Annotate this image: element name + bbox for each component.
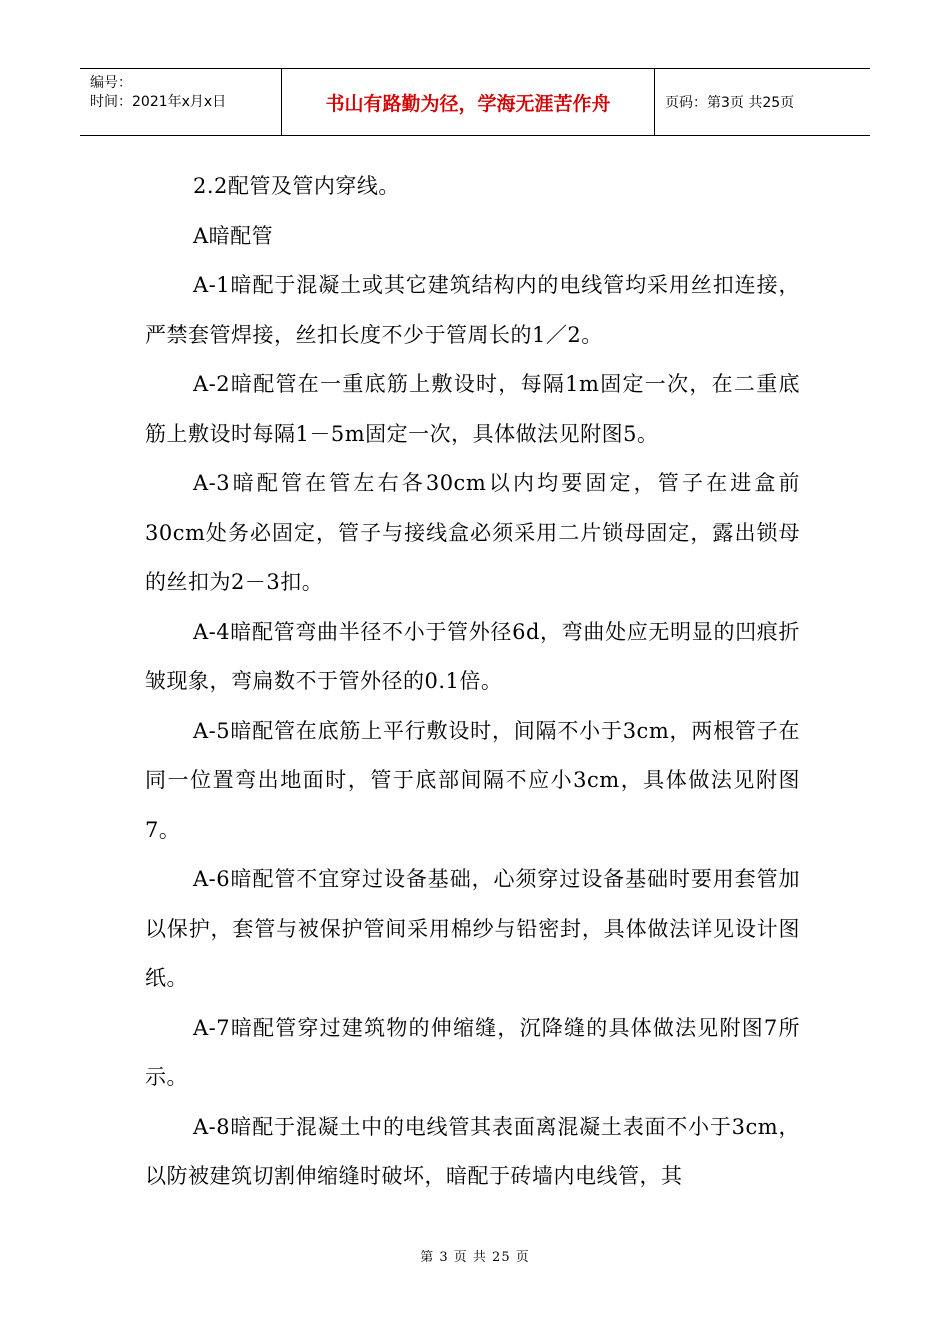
paragraph-a3: A-3暗配管在管左右各30cm以内均要固定，管子在进盒前30cm处务必固定，管子与接线盒必须采用二片锁母固定，露出锁母的丝扣为2－3扣。 — [145, 471, 800, 594]
section-heading: 2.2配管及管内穿线。 — [193, 174, 400, 198]
page-footer — [0, 1246, 950, 1265]
subsection-heading: A暗配管 — [193, 223, 274, 248]
paragraph-a8: A-8暗配于混凝土中的电线管其表面离混凝土表面不小于3cm，以防被建筑切割伸缩缝时破坏，暗配于砖墙内电线管，其 — [145, 1114, 800, 1188]
header-page-info: 页码：第3页 共25页 — [665, 95, 795, 111]
paragraph-a5: A-5暗配管在底筋上平行敷设时，间隔不小于3cm，两根管子在同一位置弯出地面时，管于底部间隔不应小3cm，具体做法见附图7。 — [145, 718, 800, 842]
document-body — [145, 162, 800, 1202]
document-number-label: 编号： — [90, 75, 132, 91]
paragraph-a2: A-2暗配管在一重底筋上敷设时，每隔1m固定一次，在二重底筋上敷设时每隔1－5m固定一次，具体做法见附图5。 — [145, 372, 800, 446]
paragraph-a7: A-7暗配管穿过建筑物的伸缩缝，沉降缝的具体做法见附图7所示。 — [145, 1015, 800, 1089]
header-motto: 书山有路勤为径，学海无涯苦作舟 — [325, 92, 611, 115]
document-time-label: 时间：2021年x月x日 — [90, 94, 227, 110]
header-table — [80, 68, 870, 136]
paragraph-a1: A-1暗配于混凝土或其它建筑结构内的电线管均采用丝扣连接，严禁套管焊接，丝扣长度不少于管周长的1／2。 — [145, 273, 800, 347]
header-page-cell — [655, 69, 870, 135]
header-motto-cell — [282, 69, 655, 135]
paragraph-a6: A-6暗配管不宜穿过设备基础，心须穿过设备基础时要用套管加以保护，套管与被保护管间采用棉纱与铅密封，具体做法详见设计图纸。 — [145, 867, 800, 990]
paragraph-a4: A-4暗配管弯曲半径不小于管外径6d，弯曲处应无明显的凹痕折皱现象，弯扁数不于管外径的0.1倍。 — [145, 619, 800, 693]
header-meta-cell — [80, 69, 282, 135]
footer-page-number: 第 3 页 共 25 页 — [420, 1250, 530, 1265]
